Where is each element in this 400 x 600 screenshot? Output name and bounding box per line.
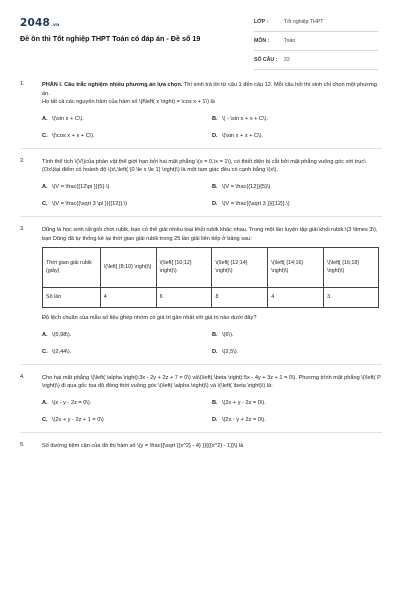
- exam-meta: [254, 13, 378, 70]
- option-c[interactable]: [42, 133, 212, 139]
- option-b[interactable]: [212, 400, 382, 406]
- answer-options: [42, 332, 382, 355]
- question-text: [42, 81, 382, 107]
- question-list: [20, 81, 382, 451]
- option-label: B.: [212, 183, 218, 190]
- option-text: \(\sin x + x + C\).: [222, 132, 264, 139]
- divider: [20, 432, 382, 433]
- meta-label: LỚP :: [254, 19, 269, 25]
- table-cell: \(\left[ {8;10} \right)\): [100, 248, 156, 288]
- table-cell: 3: [324, 288, 379, 308]
- meta-label: SỐ CÂU :: [254, 57, 278, 63]
- option-b[interactable]: [212, 184, 382, 190]
- option-text: \(x - y - 2z = 0\).: [52, 399, 92, 406]
- meta-label: MÔN :: [254, 38, 270, 44]
- option-label: D.: [212, 132, 218, 139]
- divider: [20, 148, 382, 149]
- question-2: [20, 158, 382, 207]
- table-cell: Thời gian giải rubik (giây): [43, 248, 101, 288]
- option-d[interactable]: [212, 417, 382, 423]
- option-a[interactable]: [42, 184, 212, 190]
- question-number: 5.: [20, 441, 25, 448]
- option-text: \(\cos x + x + C\).: [52, 132, 95, 139]
- option-label: A.: [42, 331, 48, 338]
- option-b[interactable]: [212, 116, 382, 122]
- option-c[interactable]: [42, 417, 212, 423]
- table-cell: \(\left[ {16;18} \right)\): [324, 248, 379, 288]
- option-label: B.: [212, 115, 218, 122]
- option-label: C.: [42, 416, 48, 423]
- option-text: \(V = \frac{{\sqrt 3 \pi }}{{12}}.\): [52, 200, 128, 207]
- table-row: [43, 288, 379, 308]
- option-label: B.: [212, 331, 218, 338]
- header: [0, 0, 400, 70]
- answer-options: [42, 184, 382, 207]
- option-c[interactable]: [42, 201, 212, 207]
- table-cell: 6: [156, 288, 212, 308]
- option-d[interactable]: [212, 349, 382, 355]
- option-text: \(\sin x + C\).: [52, 115, 84, 122]
- option-c[interactable]: [42, 349, 212, 355]
- option-a[interactable]: [42, 332, 212, 338]
- option-label: B.: [212, 399, 218, 406]
- option-text: \(2x - y + 2z = 0\).: [222, 416, 266, 423]
- option-a[interactable]: [42, 400, 212, 406]
- question-number: 1.: [20, 81, 25, 87]
- question-4: [20, 374, 382, 423]
- option-text: \(V = \frac{{\sqrt 3 }}{{12}}.\): [222, 200, 290, 207]
- option-text: \(6\).: [222, 331, 234, 338]
- meta-subject: [254, 32, 378, 51]
- table-cell: 4: [268, 288, 324, 308]
- divider: [20, 364, 382, 365]
- answer-options: [42, 116, 382, 139]
- option-label: C.: [42, 132, 48, 139]
- option-text: \(V = \frac{{12}}{5}\): [222, 183, 271, 190]
- option-d[interactable]: [212, 133, 382, 139]
- table-cell: \(\left[ {10;12} \right)\): [156, 248, 212, 288]
- option-text: \(2,44\).: [52, 348, 72, 355]
- question-3: [20, 226, 382, 355]
- question-number: 3.: [20, 225, 25, 232]
- option-text: \(2,5\).: [222, 348, 239, 355]
- section-instructions: Thí sinh trả lời từ câu 1 đến câu 12. Mỗi câu hỏi thí sinh chỉ chọn một phương án.: [42, 82, 377, 97]
- option-text: \( - \sin x + x + C\).: [222, 115, 269, 122]
- option-text: \(2x + y - 2z + 1 = 0\): [52, 416, 104, 423]
- brand-domain: .vn: [51, 23, 60, 28]
- question-number: 2.: [20, 157, 25, 164]
- divider: [20, 216, 382, 217]
- option-label: C.: [42, 200, 48, 207]
- section-heading: PHẦN I. Câu trắc nghiệm nhiều phương án lựa chọn.: [42, 82, 183, 88]
- question-stem: Số đường tiệm cận của đồ thị hàm số \(y = \frac{{\sqrt {{x^2} - 4} }}{{{x^2} - 1}}\) là: [42, 442, 244, 449]
- option-label: A.: [42, 183, 48, 190]
- question-number: 4.: [20, 373, 25, 380]
- page-title: Đề ôn thi Tốt nghiệp THPT Toán có đáp án - Đề số 19: [20, 34, 201, 43]
- question-stem: Tính thể tích \(V\)của phần vật thể giới hạn bởi hai mặt phẳng \(x = 0,\x = 1\), có thiết diện bị cắt bởi mặt phẳng vuông góc với trục\(Ox\)tại điểm có hoành độ \(x\,\left( {0 \le x \le 1} \right)\) là một tam giác đều có cạnh bằng \(x\).: [42, 158, 366, 174]
- frequency-table: [42, 247, 379, 308]
- table-cell: \(\left[ {14;16} \right)\): [268, 248, 324, 288]
- option-label: A.: [42, 115, 48, 122]
- option-label: C.: [42, 348, 48, 355]
- table-cell: \(\left[ {12;14} \right)\): [212, 248, 268, 288]
- question-stem: Cho hai mặt phẳng \(\left( \alpha \right):3x - 2y + 2z + 7 = 0\) và\(\left( \beta \right):5x - 4y + 3z + 1 = 0\). Phương trình mặt phẳng \(\left( P \right)\) đi qua gốc tọa độ đồng thời vuông góc \(\left( \alpha \right)\) và \(\left( \beta \right)\) là:: [42, 374, 381, 390]
- question-5: [20, 442, 382, 451]
- option-label: D.: [212, 200, 218, 207]
- meta-value: Tốt nghiệp THPT: [284, 19, 324, 25]
- option-text: \(2x + y - 2z = 0\).: [222, 399, 266, 406]
- option-text: \(5,98\).: [52, 331, 72, 338]
- option-label: A.: [42, 399, 48, 406]
- option-text: \(V = \frac{{12\pi }}{5}.\): [52, 183, 110, 190]
- table-cell: 8: [212, 288, 268, 308]
- brand-name: 2048: [20, 17, 51, 29]
- meta-value: 22: [284, 57, 290, 63]
- option-a[interactable]: [42, 116, 212, 122]
- table-cell: Số lần: [43, 288, 101, 308]
- question-prompt: Độ lệch chuẩn của mẫu số liệu ghép nhóm có giá trị gần nhất với giá trị nào dưới đây?: [42, 315, 257, 322]
- answer-options: [42, 400, 382, 423]
- option-b[interactable]: [212, 332, 382, 338]
- option-d[interactable]: [212, 201, 382, 207]
- option-label: D.: [212, 416, 218, 423]
- brand-logo[interactable]: [20, 17, 59, 29]
- table-row: [43, 248, 379, 288]
- question-1: [20, 81, 382, 139]
- question-stem: Họ tất cả các nguyên hàm của hàm số \(f\left( x \right) = \cos x + 1\) là: [42, 99, 215, 106]
- meta-question-count: [254, 51, 378, 70]
- option-label: D.: [212, 348, 218, 355]
- meta-value: Toán: [284, 38, 296, 44]
- table-cell: 4: [100, 288, 156, 308]
- question-stem: Dũng là học sinh rất giỏi chơi rubik, bạn có thể giải nhiều loại khối rubik khác nhau. Trong một lần luyện tập giải khối rubik \(3 \times 3\), bạn Dũng đã tự thống kê lại thời gian giải rubik trong 25 lần giải liên tiếp ở bảng sau:: [42, 226, 378, 242]
- meta-class: [254, 13, 378, 32]
